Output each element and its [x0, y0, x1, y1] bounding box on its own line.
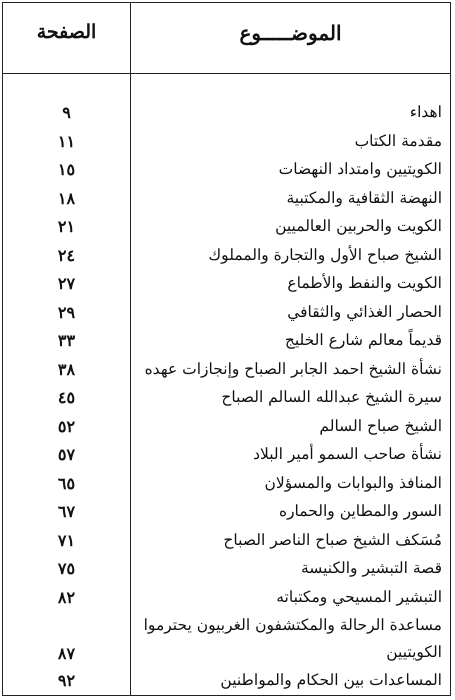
contents-table [2, 2, 451, 696]
page-number: ٤٥ [57, 388, 76, 407]
topic-title: نشأة الشيخ احمد الجابر الصباح وإنجازات عهده [144, 359, 442, 378]
table-row [3, 270, 450, 299]
topic-title: اهداء [409, 103, 442, 121]
page-number: ٥٢ [57, 416, 76, 436]
table-row [3, 413, 450, 442]
table-row [3, 242, 450, 271]
table-row [3, 384, 450, 413]
page-number: ٩٢ [57, 671, 76, 690]
page-number: ٧١ [57, 530, 76, 550]
table-row [3, 498, 450, 527]
table-row [3, 156, 450, 185]
page-number: ٢٤ [57, 245, 76, 265]
topic-column-header: الموضـــــوع [239, 21, 342, 45]
table-row [3, 470, 450, 499]
table-row [3, 584, 450, 613]
topic-title: قديماً معالم شارع الخليج [284, 331, 442, 349]
topic-title: مساعدة الرحالة والمكتشفون الغربيون يحترموا الكويتيين [143, 616, 442, 661]
table-row [3, 555, 450, 584]
topic-title: قصة التبشير والكنيسة [300, 559, 442, 577]
page-number: ٩ [62, 103, 71, 122]
topic-title: سيرة الشيخ عبدالله السالم الصباح [221, 388, 442, 406]
table-row [3, 612, 450, 667]
table-row [3, 527, 450, 556]
table-row [3, 327, 450, 356]
table-row [3, 128, 450, 157]
page-number: ٢٩ [57, 302, 76, 322]
page-number: ١٥ [57, 160, 76, 179]
page-number: ٢٧ [57, 274, 76, 293]
page-number: ٦٧ [57, 502, 76, 521]
table-row [3, 299, 450, 328]
table-row [3, 213, 450, 242]
topic-title: الشيخ صباح الأول والتجارة والمملوك [208, 245, 442, 264]
table-row [3, 441, 450, 470]
topic-title: الكويت والحربين العالميين [275, 217, 442, 235]
topic-title: الشيخ صباح السالم [319, 416, 442, 435]
page-number: ٧٥ [57, 559, 76, 578]
table-row [3, 667, 450, 696]
topic-title: الكويت والنفط والأطماع [287, 274, 442, 292]
topic-title: مُسَكف الشيخ صباح الناصر الصباح [223, 530, 442, 549]
page-number: ٣٣ [57, 331, 76, 350]
page-number: ٥٧ [57, 445, 76, 464]
table-row [3, 99, 450, 128]
contents-rows [3, 99, 450, 696]
table-row [3, 185, 450, 214]
topic-title: المنافذ والبوابات والمسؤلان [264, 473, 442, 492]
topic-title: الحصار الغذائي والثقافي [287, 302, 442, 321]
page-number: ١١ [57, 131, 76, 151]
page-number: ٦٥ [57, 473, 76, 493]
topic-title: السور والمطاين والحماره [278, 502, 442, 520]
topic-title: الكويتيين وامتداد النهضات [278, 160, 442, 178]
page-column-header: الصفحة [36, 21, 97, 43]
header-rule [3, 73, 450, 74]
topic-title: مقدمة الكتاب [354, 131, 442, 150]
page-number: ٣٨ [57, 359, 76, 379]
page-number: ١٨ [57, 188, 76, 208]
table-row [3, 356, 450, 385]
topic-title: نشأة صاحب السمو أمير البلاد [253, 445, 442, 463]
topic-title: المساعدات بين الحكام والمواطنين [220, 671, 442, 689]
page-number: ٨٧ [57, 644, 76, 663]
topic-title: النهضة الثقافية والمكتبية [286, 188, 442, 207]
topic-title: التبشير المسيحي ومكتباته [276, 587, 442, 606]
page-number: ٢١ [57, 217, 76, 236]
page-number: ٨٢ [57, 587, 76, 607]
